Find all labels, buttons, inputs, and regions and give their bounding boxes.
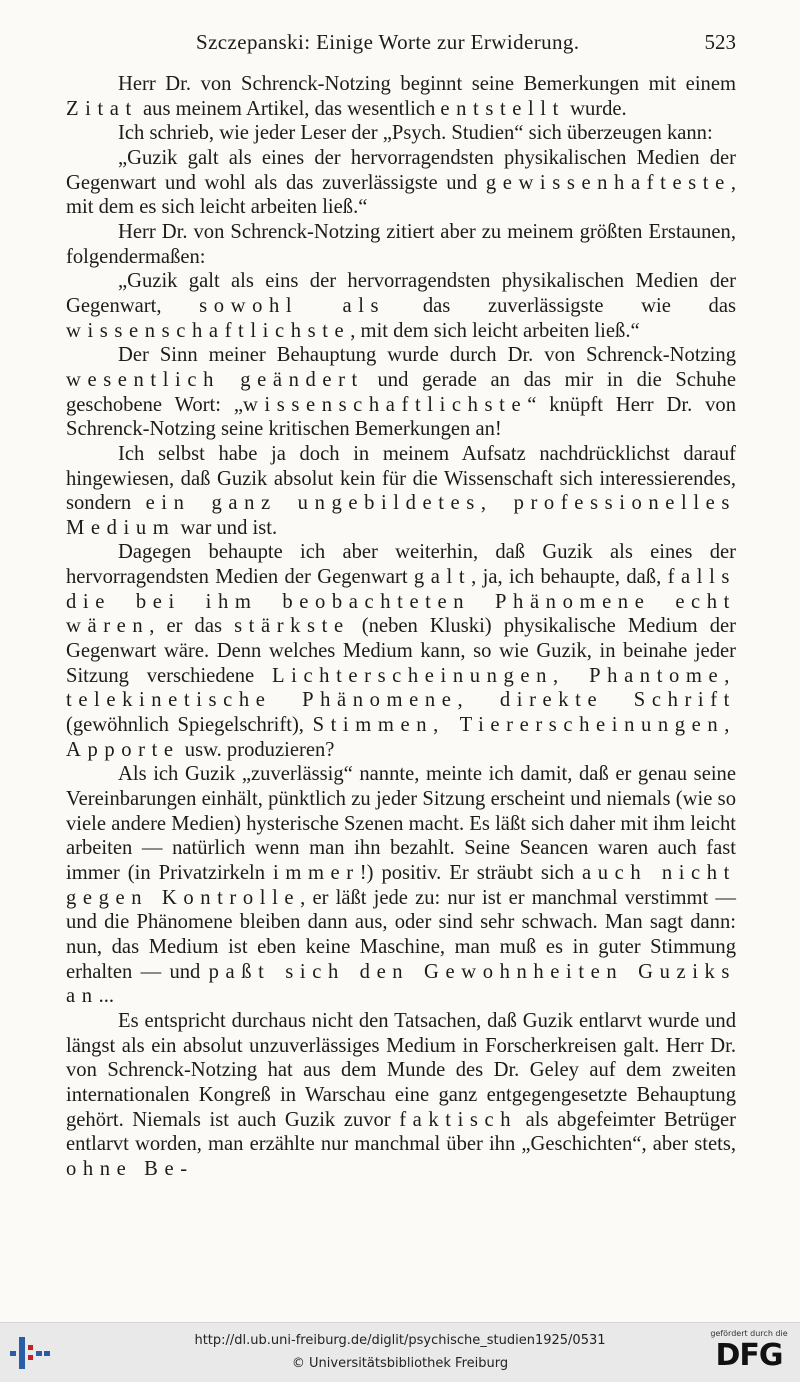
quotation-original: „Guzik galt als eines der hervorragendsten physikalischen Medien der Gegenwart und wohl als das zuverlässigste und gewissenhafteste, mit dem es sich leicht arbeiten ließ.“ bbox=[66, 146, 736, 219]
paragraph-10: Es entspricht durchaus nicht den Tatsachen, daß Guzik entlarvt wurde und längst als ein absolut unzuverlässiges Medium in Forscherkreisen galt. Herr Dr. von Schrenck-Notzing hat aus dem Munde des Dr. Geley auf dem zweiten internationalen Kongreß in Warschau eine ganz entgegengesetzte Behauptung gehört. Niemals ist auch Guzik zuvor faktisch als abgefeimter Betrüger entlarvt worden, man erzählte nur manchmal über ihn „Geschichten“, aber stets, ohne Be- bbox=[66, 1009, 737, 1180]
spaced-emphasis: Stimmen, Tiererscheinungen, Apporte bbox=[66, 714, 736, 761]
page-number: 523 bbox=[704, 30, 736, 54]
running-title: Szczepanski: Einige Worte zur Erwiderung. bbox=[196, 30, 580, 54]
spaced-emphasis: immer bbox=[273, 862, 360, 884]
spaced-emphasis: ohne Be- bbox=[66, 1157, 194, 1180]
paragraph-4: Herr Dr. von Schrenck-Notzing zitiert aber zu meinem größten Erstaunen, folgendermaßen: bbox=[66, 220, 736, 268]
article-body bbox=[66, 72, 736, 1182]
spaced-emphasis: Lichterscheinungen, Phantome, telekinetische Phänomene, direkte Schrift bbox=[66, 664, 736, 712]
spaced-emphasis: stärkste bbox=[234, 615, 350, 638]
copyright-notice: © Universitätsbibliothek Freiburg bbox=[291, 1356, 509, 1371]
spaced-emphasis: wissenschaftlichste bbox=[242, 393, 528, 416]
permalink bbox=[0, 1333, 800, 1348]
permalink-link[interactable]: http://dl.ub.uni-freiburg.de/diglit/psychische_studien1925/0531 bbox=[194, 1333, 606, 1348]
spaced-emphasis: gewissenhafteste bbox=[485, 171, 731, 194]
paragraph-6: Der Sinn meiner Behauptung wurde durch Dr. von Schrenck-Notzing wesentlich geändert und gerade an das mir in die Schuhe geschobene Wort: „wissenschaftlichste“ knüpft Herr Dr. von Schrenck-Notzing seine kritischen Bemerkungen an! bbox=[66, 344, 736, 441]
paragraph-8: Dagegen behaupte ich aber weiterhin, daß Guzik als eines der hervorragendsten Medien der Gegenwart galt, ja, ich behaupte, daß, falls die bei ihm beobachteten Phänomene echt wären, er das stärkste (neben Kluski) physikalische Medium der Gegenwart wäre. Denn welches Medium kann, so wie Guzik, in beinahe jeder Sitzung verschiedene Lichterscheinungen, Phantome, telekinetische Phänomene, direkte Schrift (gewöhnlich Spiegelschrift), Stimmen, Tiererscheinungen, Apporte usw. produzieren? bbox=[66, 541, 737, 761]
spaced-emphasis: sowohl als bbox=[199, 294, 386, 317]
spaced-emphasis: entstellt bbox=[440, 97, 565, 120]
spaced-emphasis: Zitat bbox=[66, 97, 138, 120]
spaced-emphasis: wesentlich geändert bbox=[66, 368, 364, 391]
page-header bbox=[66, 30, 736, 64]
spaced-emphasis: auch nicht gegen Kontrolle bbox=[66, 862, 736, 909]
spaced-emphasis: faktisch bbox=[399, 1108, 518, 1131]
viewer-footer bbox=[0, 1322, 800, 1382]
spaced-emphasis: ein ganz ungebildetes, professionelles Medium bbox=[66, 492, 736, 539]
spaced-emphasis: wissenschaftlichste bbox=[66, 319, 351, 342]
spaced-emphasis: galt bbox=[413, 566, 472, 589]
funding-caption: gefördert durch die bbox=[710, 1329, 788, 1338]
quotation-misquoted: „Guzik galt als eins der hervorragendsten physikalischen Medien der Gegenwart, sowohl als das zuverlässigste wie das wissenschaftlichste, mit dem sich leicht arbeiten ließ.“ bbox=[66, 270, 737, 342]
paragraph-9: Als ich Guzik „zuverlässig“ nannte, meinte ich damit, daß er genau seine Vereinbarungen einhält, pünktlich zu jeder Sitzung erscheint und niemals (wie so viele andere Medien) hysterische Szenen macht. Es läßt sich daher mit ihm leicht arbeiten — natürlich wenn man ihn bezahlt. Seine Seancen waren auch fast immer (in Privatzirkeln immer!) positiv. Er sträubt sich auch nicht gegen Kontrolle, er läßt jede zu: nur ist er manchmal verstimmt — und die Phänomene bleiben dann aus, oder sind sehr schwach. Man sagt dann: nun, das Medium ist eben keine Maschine, man muß es in guter Stimmung erhalten — und paßt sich den Gewohnheiten Guziks an... bbox=[66, 763, 737, 1008]
paragraph-2: Ich schrieb, wie jeder Leser der „Psych. Studien“ sich überzeugen kann: bbox=[118, 122, 713, 145]
spaced-emphasis: falls die bei ihm beobachteten Phänomene echt wären bbox=[66, 566, 736, 638]
funding-badge bbox=[706, 1329, 792, 1377]
spaced-emphasis: paßt sich den Gewohnheiten Guziks an bbox=[66, 960, 737, 1008]
paragraph-7: Ich selbst habe ja doch in meinem Aufsatz nachdrücklichst darauf hingewiesen, daß Guzik absolut kein für die Wissenschaft sich interessierendes, sondern ein ganz ungebildetes, professionelles Medium war und ist. bbox=[66, 442, 736, 539]
dfg-logo: DFG bbox=[715, 1338, 783, 1373]
paragraph-1: Herr Dr. von Schrenck-Notzing beginnt seine Bemerkungen mit einem Zitat aus meinem Artikel, das wesentlich entstellt wurde. bbox=[66, 73, 736, 120]
